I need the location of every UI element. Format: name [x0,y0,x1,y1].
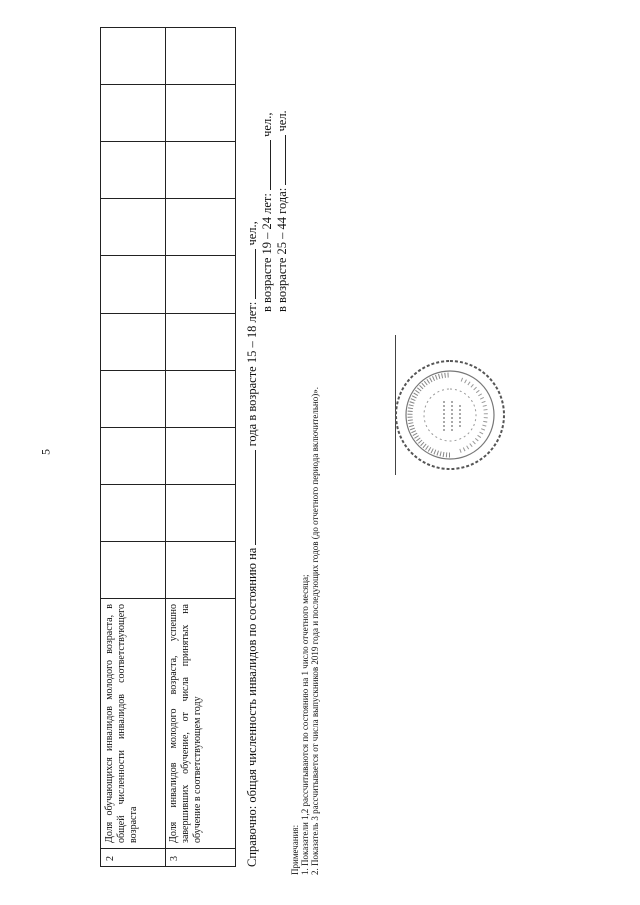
table-cell [101,541,165,598]
row-number: 3 [165,848,235,866]
table-row [101,28,166,866]
row-description: Доля инвалидов молодого возраста, успешно завершивших обучение, от числа принятых на обучение в соответствующем году [165,598,235,848]
blank-field [258,140,271,190]
reference-intro: Справочно: общая численность инвалидов по состоянию на [245,547,259,867]
table-cell [165,313,235,370]
note-item: 1. Показатели 1,2 рассчитываются по состоянию на 1 число отчетного месяца; [300,574,310,875]
notes-block [290,387,320,875]
table-row [165,28,235,866]
reference-unit: чел., [260,112,274,137]
table-cell [101,198,165,255]
table-cell [165,141,235,198]
reference-line-3 [273,110,290,312]
table-cell [165,541,235,598]
seal-stamp-icon [390,355,510,475]
reference-line-1 [243,221,260,867]
reference-unit: чел., [245,221,259,246]
blank-field [243,249,256,299]
table-cell [101,313,165,370]
notes-title: Примечания: [290,824,300,875]
blank-field [273,135,286,185]
page-number: 5 [38,449,53,455]
reference-age-19-24: в возрасте 19 – 24 лет: [260,193,274,312]
reference-age-25-44: в возрасте 25 – 44 года: [275,187,289,312]
blank-field [243,450,256,545]
reference-unit: чел. [275,110,289,132]
note-item: 2. Показатель 3 рассчитывается от числа выпускников 2019 года и последующих годов (до отчетного периода включительно)». [310,387,320,875]
table-cell [165,255,235,312]
table-cell [101,484,165,541]
table-cell [101,255,165,312]
table-cell [165,28,235,84]
table-cell [165,198,235,255]
row-description: Доля обучающихся инвалидов молодого возраста, в общей численности инвалидов соответствующего возраста [101,598,165,848]
table-cell [101,370,165,427]
table-cell [101,84,165,141]
table-cell [165,427,235,484]
table-cell [101,28,165,84]
table-cell [165,370,235,427]
reference-age-15-18: года в возрасте 15 – 18 лет: [245,301,259,447]
table-cell [165,484,235,541]
table-cell [101,427,165,484]
row-number: 2 [101,848,165,866]
table-cell [101,141,165,198]
indicators-table [100,27,236,867]
table-cell [165,84,235,141]
